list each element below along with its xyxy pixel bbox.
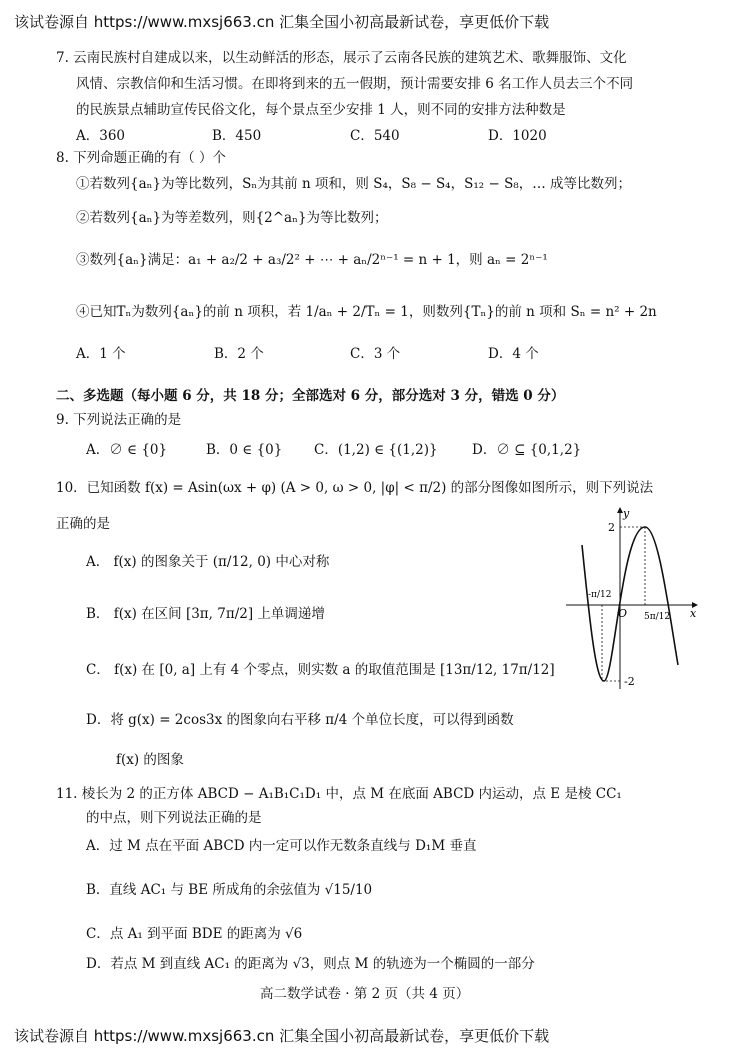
q8-option-b: B．2 个 [214, 346, 264, 362]
y-max-label: 2 [608, 521, 615, 534]
q10-line1: 10．已知函数 f(x) = Asin(ωx + φ) (A > 0, ω > 0, |φ| < π/2) 的部分图像如图所示，则下列说法 [56, 480, 654, 496]
q11-option-a: A．过 M 点在平面 ABCD 内一定可以作无数条直线与 D₁M 垂直 [86, 838, 477, 854]
page-footer: 高二数学试卷 · 第 2 页（共 4 页） [260, 986, 470, 1002]
section-heading: 二、多选题（每小题 6 分，共 18 分；全部选对 6 分，部分选对 3 分，错选 0 分） [56, 388, 565, 404]
x-right-tick-label: 5π/12 [644, 612, 671, 622]
q7-option-a: A．360 [76, 128, 126, 144]
q9-option-d: D．∅ ⊆ {0,1,2} [472, 442, 582, 458]
q7-option-d: D．1020 [488, 128, 547, 144]
q8-option-d: D．4 个 [488, 346, 539, 362]
sine-curve [582, 527, 678, 681]
y-label: y [623, 507, 630, 520]
q11-option-b: B．直线 AC₁ 与 BE 所成角的余弦值为 √15/10 [86, 882, 373, 898]
q10-option-b: B． f(x) 在区间 [3π, 7π/2] 上单调递增 [86, 606, 325, 622]
q8-option-a: A．1 个 [76, 346, 126, 362]
q9-option-b: B．0 ∈ {0} [206, 442, 283, 458]
q7-option-c: C．540 [350, 128, 400, 144]
q10-option-d-line2: f(x) 的图象 [116, 752, 184, 768]
q9-option-a: A．∅ ∈ {0} [86, 442, 168, 458]
q10-line2: 正确的是 [56, 516, 110, 532]
sine-graph [560, 505, 700, 695]
q7-line3: 的民族景点辅助宣传民俗文化，每个景点至少安排 1 人，则不同的安排方法种数是 [76, 102, 566, 118]
q7-line1: 7. 云南民族村自建成以来，以生动鲜活的形态，展示了云南各民族的建筑艺术、歌舞服饰、文化 [56, 50, 627, 66]
source-header: 该试卷源自 https://www.mxsj663.cn 汇集全国小初高最新试卷，享更低价下载 [14, 13, 550, 31]
q8-statement-3: ③数列{aₙ}满足：a₁ + a₂/2 + a₃/2² + ⋯ + aₙ/2ⁿ⁻¹ = n + 1，则 aₙ = 2ⁿ⁻¹ [76, 252, 548, 268]
q10-option-d-line1: D．将 g(x) = 2cos3x 的图象向右平移 π/4 个单位长度，可以得到函数 [86, 712, 514, 728]
q9-option-c: C．(1,2) ∈ {(1,2)} [314, 442, 438, 458]
q10-option-c: C． f(x) 在 [0, a] 上有 4 个零点，则实数 a 的取值范围是 [13π/12, 17π/12] [86, 662, 555, 678]
q11-option-d: D．若点 M 到直线 AC₁ 的距离为 √3，则点 M 的轨迹为一个椭圆的一部分 [86, 956, 535, 972]
q11-option-c: C．点 A₁ 到平面 BDE 的距离为 √6 [86, 926, 303, 942]
q8-statement-4: ④已知Tₙ为数列{aₙ}的前 n 项积，若 1/aₙ + 2/Tₙ = 1，则数列{Tₙ}的前 n 项和 Sₙ = n² + 2n [76, 304, 657, 320]
source-footer: 该试卷源自 https://www.mxsj663.cn 汇集全国小初高最新试卷，享更低价下载 [14, 1027, 550, 1045]
q8-statement-1: ①若数列{aₙ}为等比数列，Sₙ为其前 n 项和，则 S₄，S₈ − S₄，S₁₂ − S₈，… 成等比数列； [76, 176, 632, 192]
x-left-tick-label: -π/12 [588, 590, 612, 600]
q7-line2: 风情、宗教信仰和生活习惯。在即将到来的五一假期，预计需要安排 6 名工作人员去三个不同 [76, 76, 634, 92]
q11-line2: 的中点，则下列说法正确的是 [86, 810, 262, 826]
q8-statement-2: ②若数列{aₙ}为等差数列，则{2^aₙ}为等比数列； [76, 210, 388, 226]
y-min-label: -2 [624, 675, 635, 688]
q8-option-c: C．3 个 [350, 346, 401, 362]
origin-label: O [618, 607, 628, 620]
x-label: x [690, 607, 697, 620]
q8-stem: 8. 下列命题正确的有（ ）个 [56, 150, 226, 166]
q7-option-b: B．450 [212, 128, 262, 144]
q9-stem: 9. 下列说法正确的是 [56, 412, 182, 428]
q10-option-a: A． f(x) 的图象关于 (π/12, 0) 中心对称 [86, 554, 330, 570]
q11-line1: 11. 棱长为 2 的正方体 ABCD − A₁B₁C₁D₁ 中，点 M 在底面 ABCD 内运动，点 E 是棱 CC₁ [56, 786, 622, 802]
